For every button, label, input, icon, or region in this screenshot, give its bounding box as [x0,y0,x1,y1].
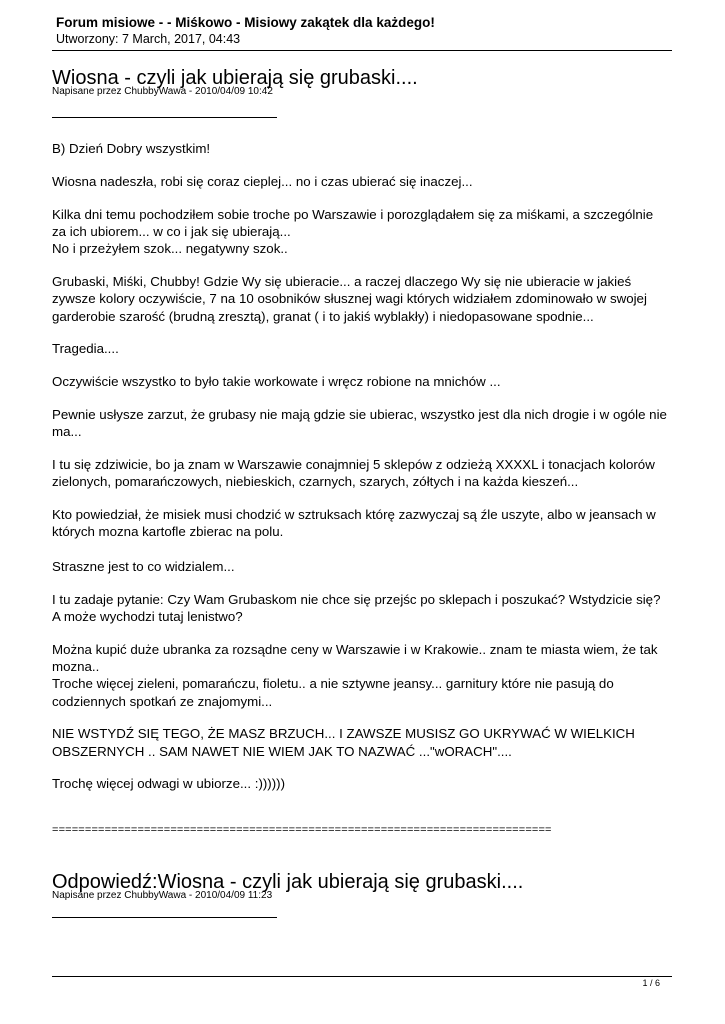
post-paragraph [52,725,672,760]
post-paragraph [52,641,672,710]
paragraph-line: Oczywiście wszystko to było takie workowate i wręcz robione na mnichów ... [52,374,501,390]
paragraph-line: Straszne jest to co widzialem... [52,558,235,574]
paragraph-line: zielonych, pomarańczowych, niebieskich, czarnych, szarych, zółtych i na każda kieszeń... [52,474,579,490]
paragraph-line: zywsze kolory oczywiście, 7 na 10 osobników słusznej wagi których widziałem zdominowało w swojej [52,291,647,307]
post-paragraph [52,340,672,357]
post-paragraph [52,173,672,190]
paragraph-line: I tu się zdziwicie, bo ja znam w Warszawie conajmniej 5 sklepów z odzieżą XXXXL i tonacjach kolorów [52,457,655,473]
header-divider [52,50,672,51]
post-paragraph [52,373,672,390]
post-paragraph [52,456,672,491]
paragraph-line: No i przeżyłem szok... negatywny szok.. [52,241,288,257]
paragraph-line: Kilka dni temu pochodziłem sobie troche po Warszawie i porozglądałem się za miśkami, a szczególnie [52,206,654,222]
paragraph-line: Pewnie usłysze zarzut, że grubasy nie mają gdzie sie ubierac, wszystko jest dla nich drogie i w ogóle nie [52,406,667,422]
paragraph-line: Tragedia.... [52,341,119,357]
paragraph-line: Trochę więcej odwagi w ubiorze... :)))))) [52,776,286,792]
paragraph-line: A może wychodzi tutaj lenistwo? [52,608,243,624]
paragraph-line: I tu zadaje pytanie: Czy Wam Grubaskom nie chce się przejśc po sklepach i poszukać? Wstydzicie się? [52,591,661,607]
paragraph-line: Można kupić duże ubranka za rozsądne ceny w Warszawie i w Krakowie.. znam te miasta wiem, że tak [52,641,658,657]
signature-divider [52,917,277,918]
post-paragraph [52,206,672,258]
post-body [52,140,672,808]
paragraph-line: OBSZERNYCH .. SAM NAWET NIE WIEM JAK TO NAZWAĆ ..."wORACH".... [52,743,512,759]
paragraph-line: NIE WSTYDŹ SIĘ TEGO, ŻE MASZ BRZUCH... I ZAWSZE MUSISZ GO UKRYWAĆ W WIELKICH [52,726,635,742]
reply-title: Odpowiedź:Wiosna - czyli jak ubierają się grubaski.... [52,871,524,893]
post-separator: ============================================================================ [52,824,552,836]
post-paragraph [52,591,672,626]
post-paragraph [52,506,672,541]
paragraph-line: za ich ubiorem... w co i jak się ubierają... [52,223,291,239]
page-number: 1 / 6 [642,978,660,988]
document-created-date: Utworzony: 7 March, 2017, 04:43 [56,32,241,46]
paragraph-line: ma... [52,424,82,440]
paragraph-line: Kto powiedział, że misiek musi chodzić w sztruksach którę zazwyczaj są źle uszyte, albo w jeansach w [52,507,656,523]
post-paragraph [52,140,672,157]
paragraph-line: Grubaski, Miśki, Chubby! Gdzie Wy się ubieracie... a raczej dlaczego Wy się nie ubieracie w jakieś [52,273,632,289]
paragraph-line: B) Dzień Dobry wszystkim! [52,141,211,156]
paragraph-line: codziennych spotkań ze znajomymi... [52,693,273,709]
paragraph-line: Troche więcej zieleni, pomarańczu, fioletu.. a nie sztywne jeansy... garnitury które nie pasują do [52,676,614,692]
paragraph-line: garderobie szarość (brudną zresztą), granat ( i to jakiś wyblakły) i niedopasowane spodnie... [52,308,594,324]
paragraph-line: których mozna kartofle zbierac na polu. [52,524,284,540]
post-paragraph [52,273,672,325]
paragraph-line: mozna.. [52,658,100,674]
post-paragraph [52,775,672,792]
post-paragraph [52,406,672,441]
footer-divider [52,976,672,977]
post-paragraph [52,558,672,575]
reply-meta: Napisane przez ChubbyWawa - 2010/04/09 11:23 [52,890,273,901]
paragraph-line: Wiosna nadeszła, robi się coraz cieplej... no i czas ubierać się inaczej... [52,173,473,189]
post-meta: Napisane przez ChubbyWawa - 2010/04/09 10:42 [52,86,273,97]
document-header-title: Forum misiowe - - Miśkowo - Misiowy zakątek dla każdego! [56,15,435,30]
signature-divider [52,117,277,118]
post-title: Wiosna - czyli jak ubierają się grubaski.... [52,67,418,89]
document-page [52,0,672,1024]
